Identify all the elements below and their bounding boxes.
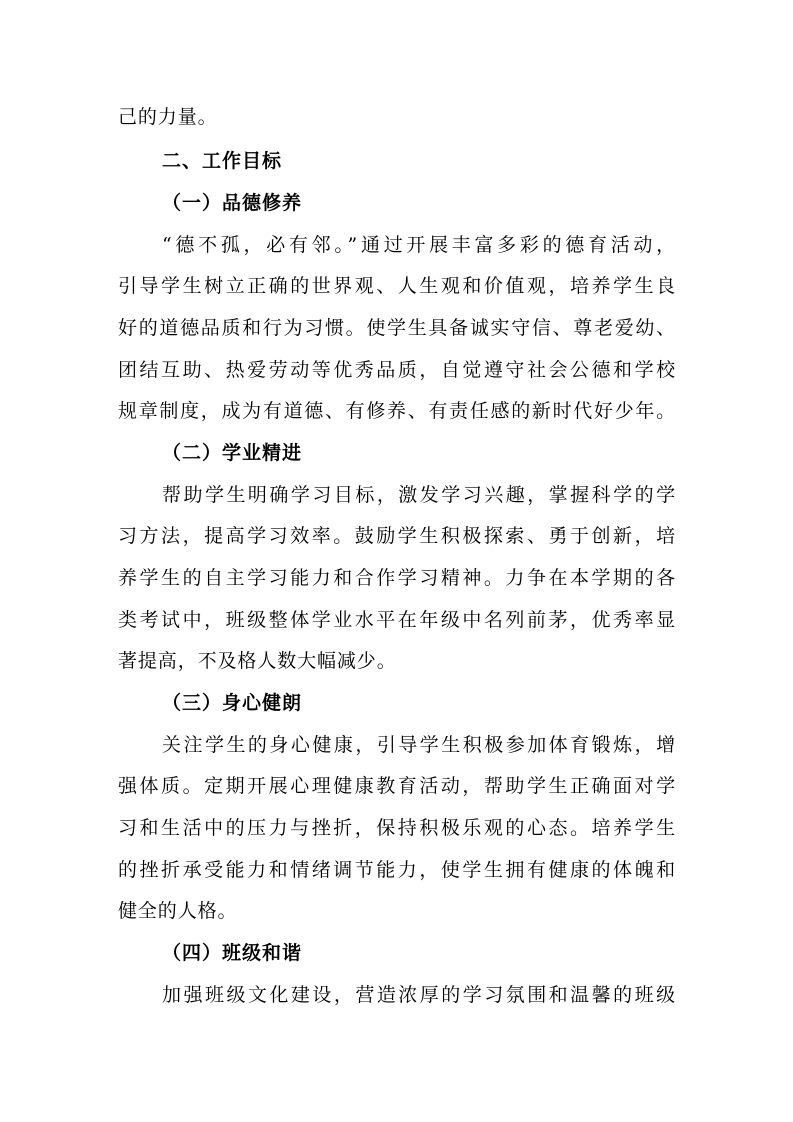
paragraph-line: 强体质。定期开展心理健康教育活动，帮助学生正确面对学	[118, 775, 676, 797]
paragraph-line: 的挫折承受能力和情绪调节能力，使学生拥有健康的体魄和	[118, 859, 676, 881]
paragraph-continuation: 己的力量。	[118, 106, 218, 128]
subsection-title-4: （四）班级和谐	[162, 942, 303, 964]
paragraph-line: 健全的人格。	[118, 900, 238, 922]
paragraph-line: 团结互助、热爱劳动等优秀品质，自觉遵守社会公德和学校	[118, 359, 676, 381]
paragraph-line: 类考试中，班级整体学业水平在年级中名列前茅，优秀率显	[118, 609, 676, 631]
paragraph-line: 关注学生的身心健康，引导学生积极参加体育锻炼，增	[162, 734, 676, 756]
subsection-title-1: （一）品德修养	[162, 192, 303, 214]
section-title: 二、工作目标	[162, 150, 283, 172]
paragraph-line: 养学生的自主学习能力和合作学习精神。力争在本学期的各	[118, 567, 676, 589]
paragraph-line: “德不孤，必有邻。”通过开展丰富多彩的德育活动，	[162, 234, 676, 256]
paragraph-line: 引导学生树立正确的世界观、人生观和价值观，培养学生良	[118, 275, 676, 297]
paragraph-line: 加强班级文化建设，营造浓厚的学习氛围和温馨的班级	[162, 984, 676, 1006]
paragraph-line: 著提高，不及格人数大幅减少。	[118, 650, 397, 672]
paragraph-line: 好的道德品质和行为习惯。使学生具备诚实守信、尊老爱幼、	[118, 317, 676, 339]
paragraph-line: 帮助学生明确学习目标，激发学习兴趣，掌握科学的学	[162, 484, 676, 506]
subsection-title-3: （三）身心健朗	[162, 692, 303, 714]
subsection-title-2: （二）学业精进	[162, 442, 303, 464]
paragraph-line: 习方法，提高学习效率。鼓励学生积极探索、勇于创新，培	[118, 525, 676, 547]
paragraph-line: 规章制度，成为有道德、有修养、有责任感的新时代好少年。	[118, 400, 676, 422]
paragraph-line: 习和生活中的压力与挫折，保持积极乐观的心态。培养学生	[118, 817, 676, 839]
